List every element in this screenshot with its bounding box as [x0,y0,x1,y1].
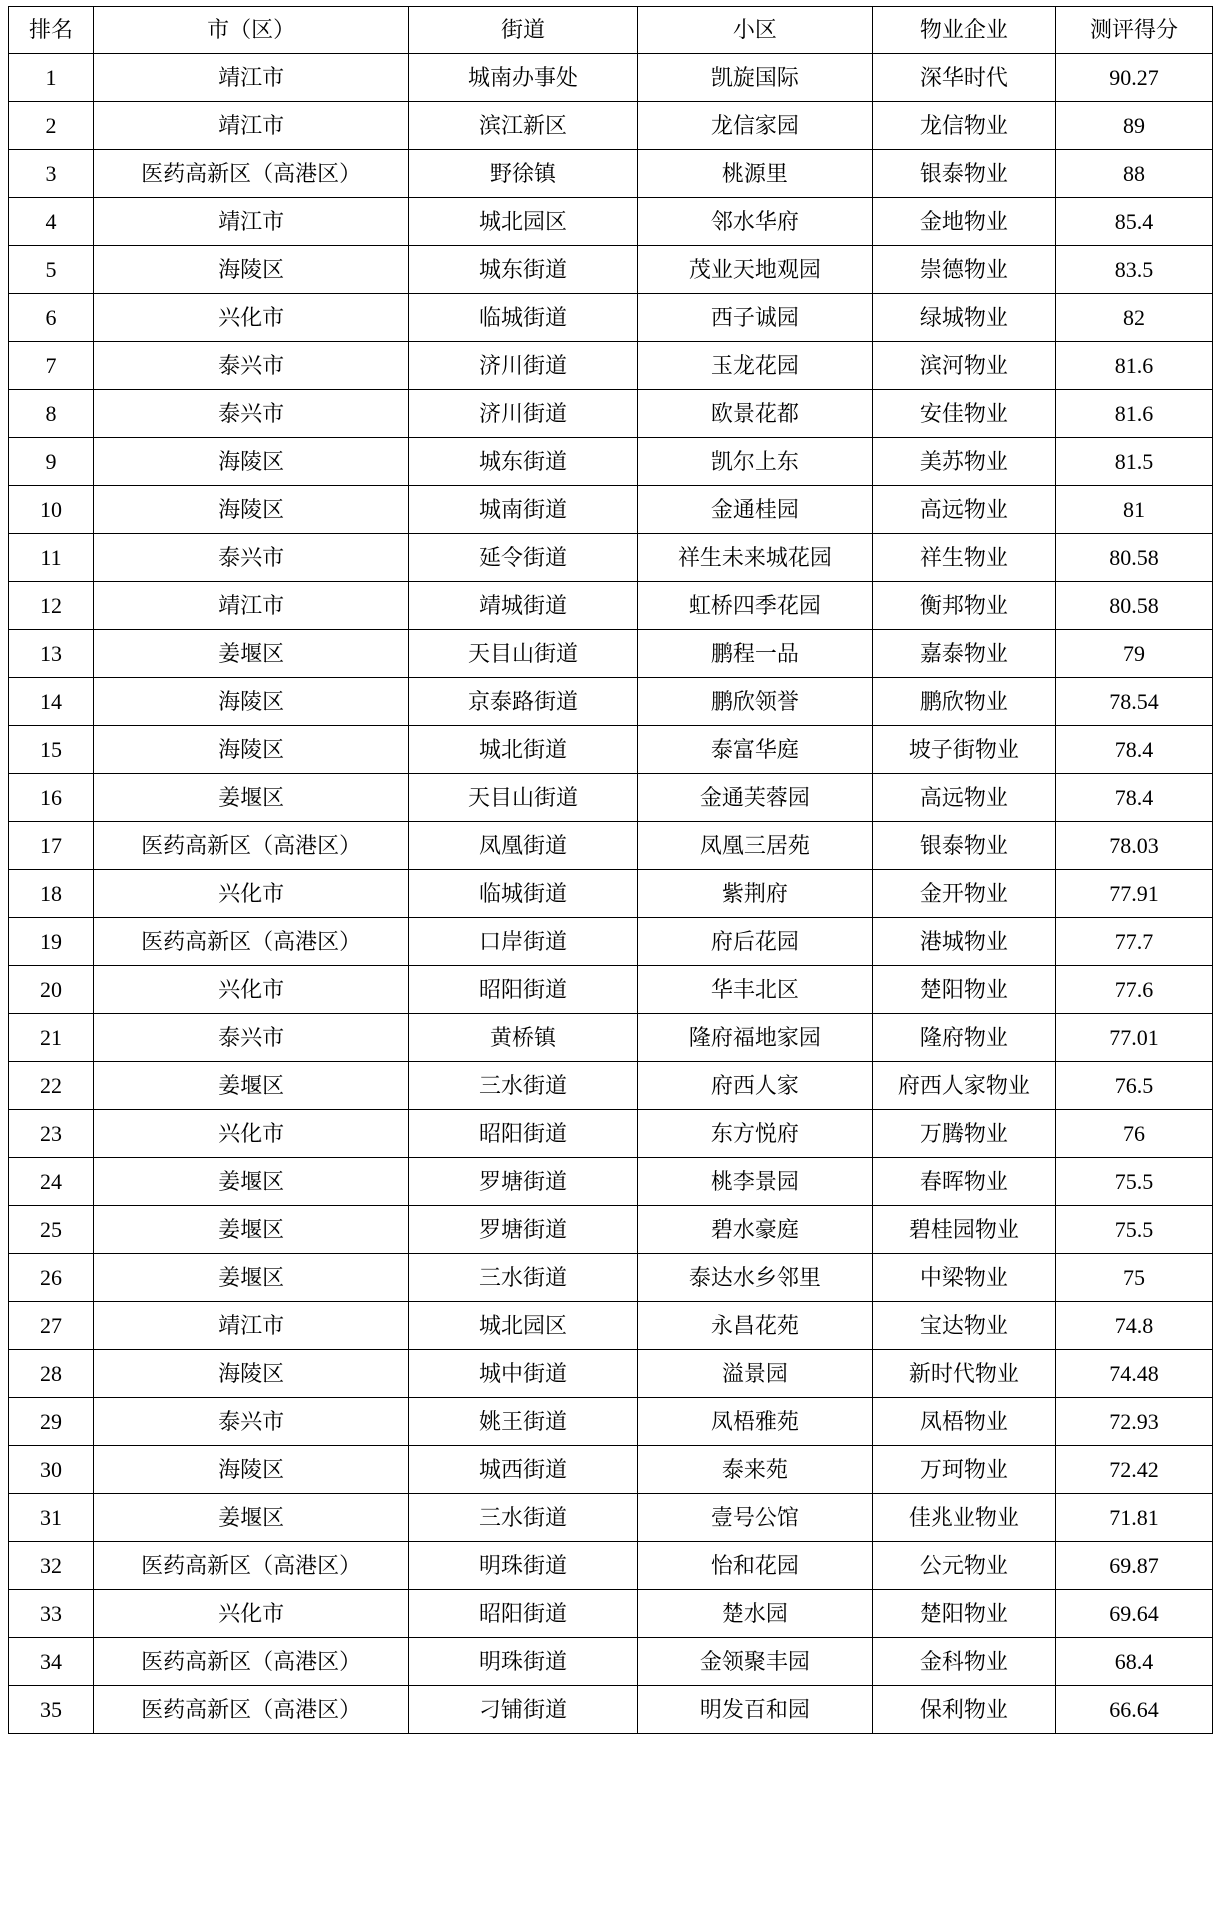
cell-city: 海陵区 [94,726,409,774]
cell-rank: 3 [9,150,94,198]
cell-score: 81.5 [1056,438,1213,486]
cell-city: 海陵区 [94,486,409,534]
table-row [9,1254,1213,1302]
table-header [9,7,1213,54]
cell-city: 靖江市 [94,582,409,630]
cell-estate: 府西人家 [637,1062,872,1110]
cell-rank: 12 [9,582,94,630]
table-row [9,246,1213,294]
cell-street: 城中街道 [409,1350,638,1398]
cell-company: 碧桂园物业 [872,1206,1055,1254]
cell-rank: 27 [9,1302,94,1350]
cell-street: 罗塘街道 [409,1158,638,1206]
cell-estate: 永昌花苑 [637,1302,872,1350]
cell-city: 泰兴市 [94,534,409,582]
cell-score: 74.48 [1056,1350,1213,1398]
cell-company: 新时代物业 [872,1350,1055,1398]
cell-estate: 怡和花园 [637,1542,872,1590]
cell-score: 77.7 [1056,918,1213,966]
cell-street: 临城街道 [409,294,638,342]
table-row [9,438,1213,486]
cell-rank: 34 [9,1638,94,1686]
column-header-score: 测评得分 [1056,7,1213,54]
cell-estate: 凯旋国际 [637,54,872,102]
cell-street: 城东街道 [409,438,638,486]
cell-estate: 桃源里 [637,150,872,198]
table-row [9,390,1213,438]
column-header-city: 市（区） [94,7,409,54]
cell-city: 海陵区 [94,246,409,294]
cell-rank: 10 [9,486,94,534]
cell-city: 海陵区 [94,1350,409,1398]
table-row [9,1110,1213,1158]
cell-company: 绿城物业 [872,294,1055,342]
cell-score: 77.91 [1056,870,1213,918]
cell-street: 城北园区 [409,1302,638,1350]
table-row [9,1062,1213,1110]
cell-score: 69.87 [1056,1542,1213,1590]
cell-rank: 18 [9,870,94,918]
cell-estate: 金通芙蓉园 [637,774,872,822]
table-row [9,582,1213,630]
cell-city: 兴化市 [94,966,409,1014]
cell-street: 罗塘街道 [409,1206,638,1254]
cell-score: 88 [1056,150,1213,198]
cell-city: 海陵区 [94,1446,409,1494]
cell-rank: 21 [9,1014,94,1062]
cell-rank: 6 [9,294,94,342]
cell-company: 深华时代 [872,54,1055,102]
table-row [9,102,1213,150]
cell-street: 口岸街道 [409,918,638,966]
cell-rank: 13 [9,630,94,678]
cell-street: 延令街道 [409,534,638,582]
cell-company: 坡子街物业 [872,726,1055,774]
cell-rank: 24 [9,1158,94,1206]
table-row [9,870,1213,918]
cell-city: 靖江市 [94,1302,409,1350]
cell-city: 医药高新区（高港区） [94,1542,409,1590]
cell-street: 城北园区 [409,198,638,246]
cell-score: 78.4 [1056,774,1213,822]
cell-score: 72.42 [1056,1446,1213,1494]
cell-company: 高远物业 [872,774,1055,822]
cell-company: 安佳物业 [872,390,1055,438]
cell-score: 75.5 [1056,1206,1213,1254]
cell-estate: 东方悦府 [637,1110,872,1158]
table-row [9,822,1213,870]
cell-street: 靖城街道 [409,582,638,630]
cell-city: 医药高新区（高港区） [94,822,409,870]
cell-company: 崇德物业 [872,246,1055,294]
table-row [9,1302,1213,1350]
cell-estate: 金通桂园 [637,486,872,534]
cell-rank: 16 [9,774,94,822]
cell-street: 三水街道 [409,1254,638,1302]
cell-company: 银泰物业 [872,822,1055,870]
table-row [9,1158,1213,1206]
cell-city: 医药高新区（高港区） [94,918,409,966]
cell-score: 81.6 [1056,342,1213,390]
cell-street: 济川街道 [409,390,638,438]
table-row [9,1542,1213,1590]
column-header-company: 物业企业 [872,7,1055,54]
cell-street: 临城街道 [409,870,638,918]
table-row [9,678,1213,726]
table-row [9,1446,1213,1494]
cell-estate: 碧水豪庭 [637,1206,872,1254]
column-header-estate: 小区 [637,7,872,54]
cell-score: 89 [1056,102,1213,150]
cell-score: 76 [1056,1110,1213,1158]
cell-rank: 8 [9,390,94,438]
cell-street: 姚王街道 [409,1398,638,1446]
cell-rank: 19 [9,918,94,966]
table-body [9,54,1213,1734]
table-header-row [9,7,1213,54]
cell-company: 滨河物业 [872,342,1055,390]
cell-rank: 1 [9,54,94,102]
cell-company: 宝达物业 [872,1302,1055,1350]
cell-street: 济川街道 [409,342,638,390]
cell-estate: 邻水华府 [637,198,872,246]
cell-score: 81.6 [1056,390,1213,438]
table-row [9,966,1213,1014]
cell-street: 京泰路街道 [409,678,638,726]
cell-score: 77.01 [1056,1014,1213,1062]
cell-street: 昭阳街道 [409,966,638,1014]
cell-score: 90.27 [1056,54,1213,102]
cell-rank: 7 [9,342,94,390]
cell-rank: 17 [9,822,94,870]
cell-street: 昭阳街道 [409,1110,638,1158]
table-row [9,1398,1213,1446]
table-row [9,1638,1213,1686]
cell-rank: 29 [9,1398,94,1446]
cell-score: 76.5 [1056,1062,1213,1110]
cell-company: 祥生物业 [872,534,1055,582]
cell-estate: 桃李景园 [637,1158,872,1206]
table-row [9,534,1213,582]
ranking-table [8,6,1213,1734]
cell-city: 医药高新区（高港区） [94,1686,409,1734]
cell-rank: 35 [9,1686,94,1734]
cell-rank: 20 [9,966,94,1014]
table-row [9,1494,1213,1542]
table-row [9,342,1213,390]
cell-city: 泰兴市 [94,1014,409,1062]
table-row [9,918,1213,966]
cell-street: 天目山街道 [409,774,638,822]
cell-score: 72.93 [1056,1398,1213,1446]
cell-estate: 鹏程一品 [637,630,872,678]
cell-rank: 30 [9,1446,94,1494]
table-row [9,150,1213,198]
table-row [9,726,1213,774]
cell-rank: 22 [9,1062,94,1110]
cell-street: 三水街道 [409,1062,638,1110]
cell-estate: 茂业天地观园 [637,246,872,294]
cell-company: 万腾物业 [872,1110,1055,1158]
cell-company: 金开物业 [872,870,1055,918]
cell-rank: 23 [9,1110,94,1158]
cell-score: 66.64 [1056,1686,1213,1734]
cell-score: 68.4 [1056,1638,1213,1686]
cell-rank: 9 [9,438,94,486]
cell-score: 75 [1056,1254,1213,1302]
cell-city: 姜堰区 [94,1158,409,1206]
cell-company: 公元物业 [872,1542,1055,1590]
cell-estate: 泰来苑 [637,1446,872,1494]
column-header-rank: 排名 [9,7,94,54]
cell-company: 鹏欣物业 [872,678,1055,726]
cell-estate: 虹桥四季花园 [637,582,872,630]
cell-city: 医药高新区（高港区） [94,1638,409,1686]
cell-estate: 楚水园 [637,1590,872,1638]
cell-company: 银泰物业 [872,150,1055,198]
cell-score: 82 [1056,294,1213,342]
cell-company: 金地物业 [872,198,1055,246]
cell-estate: 祥生未来城花园 [637,534,872,582]
table-row [9,1350,1213,1398]
cell-company: 春晖物业 [872,1158,1055,1206]
cell-score: 85.4 [1056,198,1213,246]
cell-street: 滨江新区 [409,102,638,150]
cell-score: 74.8 [1056,1302,1213,1350]
cell-company: 金科物业 [872,1638,1055,1686]
cell-rank: 32 [9,1542,94,1590]
cell-estate: 溢景园 [637,1350,872,1398]
cell-street: 明珠街道 [409,1542,638,1590]
cell-estate: 玉龙花园 [637,342,872,390]
cell-company: 万珂物业 [872,1446,1055,1494]
cell-score: 81 [1056,486,1213,534]
cell-company: 衡邦物业 [872,582,1055,630]
table-row [9,1206,1213,1254]
cell-estate: 府后花园 [637,918,872,966]
cell-company: 佳兆业物业 [872,1494,1055,1542]
cell-city: 泰兴市 [94,1398,409,1446]
cell-score: 79 [1056,630,1213,678]
cell-street: 三水街道 [409,1494,638,1542]
cell-score: 78.03 [1056,822,1213,870]
cell-street: 昭阳街道 [409,1590,638,1638]
cell-company: 楚阳物业 [872,1590,1055,1638]
table-row [9,1014,1213,1062]
cell-estate: 壹号公馆 [637,1494,872,1542]
cell-company: 龙信物业 [872,102,1055,150]
cell-rank: 25 [9,1206,94,1254]
cell-street: 城东街道 [409,246,638,294]
cell-city: 姜堰区 [94,1062,409,1110]
cell-rank: 31 [9,1494,94,1542]
cell-city: 姜堰区 [94,1494,409,1542]
cell-rank: 14 [9,678,94,726]
cell-score: 80.58 [1056,534,1213,582]
cell-city: 姜堰区 [94,630,409,678]
cell-city: 泰兴市 [94,342,409,390]
table-row [9,486,1213,534]
cell-city: 泰兴市 [94,390,409,438]
cell-street: 黄桥镇 [409,1014,638,1062]
cell-street: 城西街道 [409,1446,638,1494]
cell-street: 野徐镇 [409,150,638,198]
cell-score: 75.5 [1056,1158,1213,1206]
cell-street: 明珠街道 [409,1638,638,1686]
cell-city: 靖江市 [94,102,409,150]
table-row [9,54,1213,102]
cell-score: 83.5 [1056,246,1213,294]
cell-estate: 泰达水乡邻里 [637,1254,872,1302]
table-row [9,198,1213,246]
cell-estate: 金领聚丰园 [637,1638,872,1686]
cell-city: 姜堰区 [94,1206,409,1254]
cell-street: 城北街道 [409,726,638,774]
cell-company: 港城物业 [872,918,1055,966]
table-row [9,630,1213,678]
cell-company: 中梁物业 [872,1254,1055,1302]
cell-score: 78.54 [1056,678,1213,726]
cell-company: 高远物业 [872,486,1055,534]
cell-score: 77.6 [1056,966,1213,1014]
cell-company: 楚阳物业 [872,966,1055,1014]
table-row [9,774,1213,822]
cell-estate: 泰富华庭 [637,726,872,774]
cell-rank: 33 [9,1590,94,1638]
table-row [9,294,1213,342]
cell-estate: 华丰北区 [637,966,872,1014]
cell-estate: 鹏欣领誉 [637,678,872,726]
cell-street: 城南街道 [409,486,638,534]
cell-rank: 2 [9,102,94,150]
cell-street: 刁铺街道 [409,1686,638,1734]
cell-street: 天目山街道 [409,630,638,678]
column-header-street: 街道 [409,7,638,54]
cell-rank: 5 [9,246,94,294]
cell-company: 府西人家物业 [872,1062,1055,1110]
cell-city: 姜堰区 [94,774,409,822]
table-row [9,1590,1213,1638]
cell-estate: 紫荆府 [637,870,872,918]
cell-estate: 隆府福地家园 [637,1014,872,1062]
cell-score: 71.81 [1056,1494,1213,1542]
cell-rank: 15 [9,726,94,774]
cell-city: 兴化市 [94,870,409,918]
cell-company: 保利物业 [872,1686,1055,1734]
cell-company: 美苏物业 [872,438,1055,486]
cell-estate: 凤梧雅苑 [637,1398,872,1446]
cell-city: 医药高新区（高港区） [94,150,409,198]
cell-city: 靖江市 [94,198,409,246]
cell-estate: 龙信家园 [637,102,872,150]
cell-estate: 凯尔上东 [637,438,872,486]
cell-city: 海陵区 [94,678,409,726]
cell-company: 隆府物业 [872,1014,1055,1062]
cell-street: 城南办事处 [409,54,638,102]
cell-rank: 28 [9,1350,94,1398]
cell-city: 海陵区 [94,438,409,486]
cell-score: 80.58 [1056,582,1213,630]
cell-city: 兴化市 [94,1590,409,1638]
cell-street: 凤凰街道 [409,822,638,870]
cell-rank: 11 [9,534,94,582]
cell-estate: 明发百和园 [637,1686,872,1734]
cell-rank: 26 [9,1254,94,1302]
cell-estate: 欧景花都 [637,390,872,438]
cell-city: 靖江市 [94,54,409,102]
cell-company: 嘉泰物业 [872,630,1055,678]
cell-rank: 4 [9,198,94,246]
cell-estate: 西子诚园 [637,294,872,342]
cell-city: 兴化市 [94,294,409,342]
cell-city: 兴化市 [94,1110,409,1158]
cell-estate: 凤凰三居苑 [637,822,872,870]
cell-company: 凤梧物业 [872,1398,1055,1446]
table-row [9,1686,1213,1734]
cell-score: 69.64 [1056,1590,1213,1638]
cell-score: 78.4 [1056,726,1213,774]
cell-city: 姜堰区 [94,1254,409,1302]
